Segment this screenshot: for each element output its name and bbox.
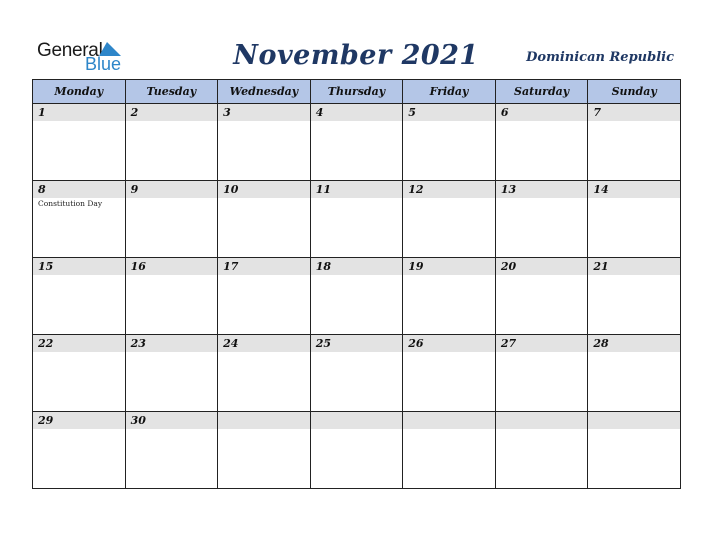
day-cell <box>218 412 311 489</box>
weekday-header: Monday <box>33 80 126 104</box>
day-number: 4 <box>311 104 403 121</box>
day-number: 2 <box>126 104 218 121</box>
day-number: 9 <box>126 181 218 198</box>
day-number: 29 <box>33 412 125 429</box>
day-cell <box>33 412 126 489</box>
weekday-header-row <box>33 80 681 104</box>
weekday-header: Tuesday <box>125 80 218 104</box>
day-number: 20 <box>496 258 588 275</box>
day-cell <box>310 258 403 335</box>
day-number <box>403 412 495 429</box>
day-cell <box>125 181 218 258</box>
day-cell <box>33 181 126 258</box>
day-number: 24 <box>218 335 310 352</box>
day-number: 14 <box>588 181 680 198</box>
day-number <box>311 412 403 429</box>
day-cell <box>495 258 588 335</box>
weekday-header: Wednesday <box>218 80 311 104</box>
day-cell <box>310 181 403 258</box>
day-cell <box>125 258 218 335</box>
day-cell <box>495 104 588 181</box>
day-cell <box>403 258 496 335</box>
day-number: 11 <box>311 181 403 198</box>
day-cell <box>588 104 681 181</box>
day-number <box>588 412 680 429</box>
day-cell <box>125 412 218 489</box>
day-cell <box>588 181 681 258</box>
day-number: 22 <box>33 335 125 352</box>
day-cell <box>403 181 496 258</box>
day-cell <box>33 335 126 412</box>
day-cell <box>588 412 681 489</box>
day-cell <box>125 104 218 181</box>
day-cell <box>310 104 403 181</box>
day-number: 19 <box>403 258 495 275</box>
holiday-label: Constitution Day <box>38 199 103 208</box>
logo-text-general: General <box>37 40 103 61</box>
day-cell <box>310 335 403 412</box>
calendar-title: November 2021 <box>233 40 479 71</box>
day-cell <box>218 258 311 335</box>
day-cell <box>588 335 681 412</box>
logo-text-blue: Blue <box>85 54 122 74</box>
day-number: 18 <box>311 258 403 275</box>
weekday-header: Sunday <box>588 80 681 104</box>
day-cell <box>310 412 403 489</box>
day-number: 21 <box>588 258 680 275</box>
day-number: 3 <box>218 104 310 121</box>
day-cell <box>588 258 681 335</box>
weekday-header: Friday <box>403 80 496 104</box>
day-number <box>496 412 588 429</box>
day-cell <box>33 258 126 335</box>
country-name: Dominican Republic <box>526 50 674 65</box>
day-cell <box>403 412 496 489</box>
day-number: 16 <box>126 258 218 275</box>
day-cell <box>495 412 588 489</box>
day-cell <box>495 335 588 412</box>
day-number: 26 <box>403 335 495 352</box>
day-number: 25 <box>311 335 403 352</box>
day-number: 8 <box>33 181 125 198</box>
month-calendar <box>32 79 681 489</box>
day-cell <box>33 104 126 181</box>
day-cell <box>125 335 218 412</box>
day-number: 5 <box>403 104 495 121</box>
week-row <box>33 104 681 181</box>
week-row <box>33 181 681 258</box>
day-number: 17 <box>218 258 310 275</box>
day-cell <box>218 181 311 258</box>
day-cell <box>495 181 588 258</box>
week-row <box>33 412 681 489</box>
day-number: 12 <box>403 181 495 198</box>
day-number: 23 <box>126 335 218 352</box>
day-number: 6 <box>496 104 588 121</box>
week-row <box>33 258 681 335</box>
day-number: 27 <box>496 335 588 352</box>
weekday-header: Thursday <box>310 80 403 104</box>
day-cell <box>403 335 496 412</box>
day-number: 30 <box>126 412 218 429</box>
day-number: 10 <box>218 181 310 198</box>
weekday-header: Saturday <box>495 80 588 104</box>
day-cell <box>218 335 311 412</box>
day-number: 7 <box>588 104 680 121</box>
day-number: 13 <box>496 181 588 198</box>
day-number: 15 <box>33 258 125 275</box>
day-cell <box>403 104 496 181</box>
day-number: 1 <box>33 104 125 121</box>
day-number: 28 <box>588 335 680 352</box>
generalblue-logo <box>37 40 137 74</box>
day-cell <box>218 104 311 181</box>
day-number <box>218 412 310 429</box>
week-row <box>33 335 681 412</box>
